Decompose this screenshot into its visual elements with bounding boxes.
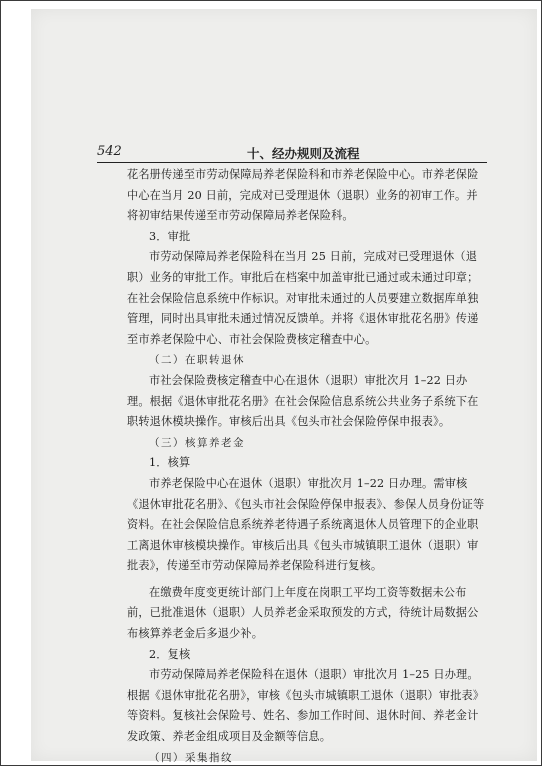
paragraph: 市劳动保障局养老保险科在退休（退职）审批次月 1–25 日办理。根据《退休审批花名册》，审核《包头市城镇职工退休（退职）审批表》等资料。复核社会保险号、姓名、参加工作时间、退休时间、养老金计发政策、养老金组成项目及金额等信息。 (127, 668, 485, 744)
section-heading: （四）采集指纹 (149, 751, 233, 764)
paragraph: 市劳动保障局养老保险科在当月 25 日前，完成对已受理退休（退职）业务的审批工作。审批后在档案中加盖审批已通过或未通过印章；在社会保险信息系统中作标识。对审批未通过的人员要建立数据库单独管理，同时出具审批未通过情况反馈单。并将《退休审批花名册》传递至市养老保险中心、市社会保险费核定稽查中心。 (127, 250, 479, 346)
paragraph: 市社会保险费核定稽查中心在退休（退职）审批次月 1–22 日办理。根据《退休审批花名册》在社会保险信息系统公共业务子系统下在职转退休模块操作。审核后出具《包头市社会保险停保申报表》。 (127, 373, 479, 429)
paragraph: 在缴费年度变更统计部门上年度在岗职工平均工资等数据未公布前，已批准退休（退职）人员养老金采取预发的方式，待统计局数据公布核算养老金后多退少补。 (127, 585, 479, 641)
running-title: 十、经办规则及流程 (247, 146, 360, 161)
section-heading: 2．复核 (149, 647, 191, 661)
section-heading: （三）核算养老金 (149, 436, 245, 449)
section-heading: （二）在职转退休 (149, 354, 245, 367)
section-heading: 1．核算 (149, 456, 191, 470)
page-number: 542 (97, 144, 122, 159)
page-header (97, 144, 487, 163)
page-body (127, 165, 489, 768)
paragraph: 市养老保险中心在退休（退职）审批次月 1–22 日办理。需审核《退休审批花名册》、《包头市社会保险停保申报表》、参保人员身份证等资料。在社会保险信息系统养老待遇子系统离退休人员管理下的企业职工离退休审核模块操作。审核后出具《包头市城镇职工退休（退职）审批表》，传递至市劳动保障局养老保险科进行复核。 (127, 476, 485, 573)
paragraph: 花名册传递至市劳动保障局养老保险科和市养老保险中心。市养老保险中心在当月 20 日前，完成对已受理退休（退职）业务的初审工作。并将初审结果传递至市劳动保障局养老保险科。 (127, 168, 479, 223)
section-heading: 3．审批 (149, 229, 191, 243)
